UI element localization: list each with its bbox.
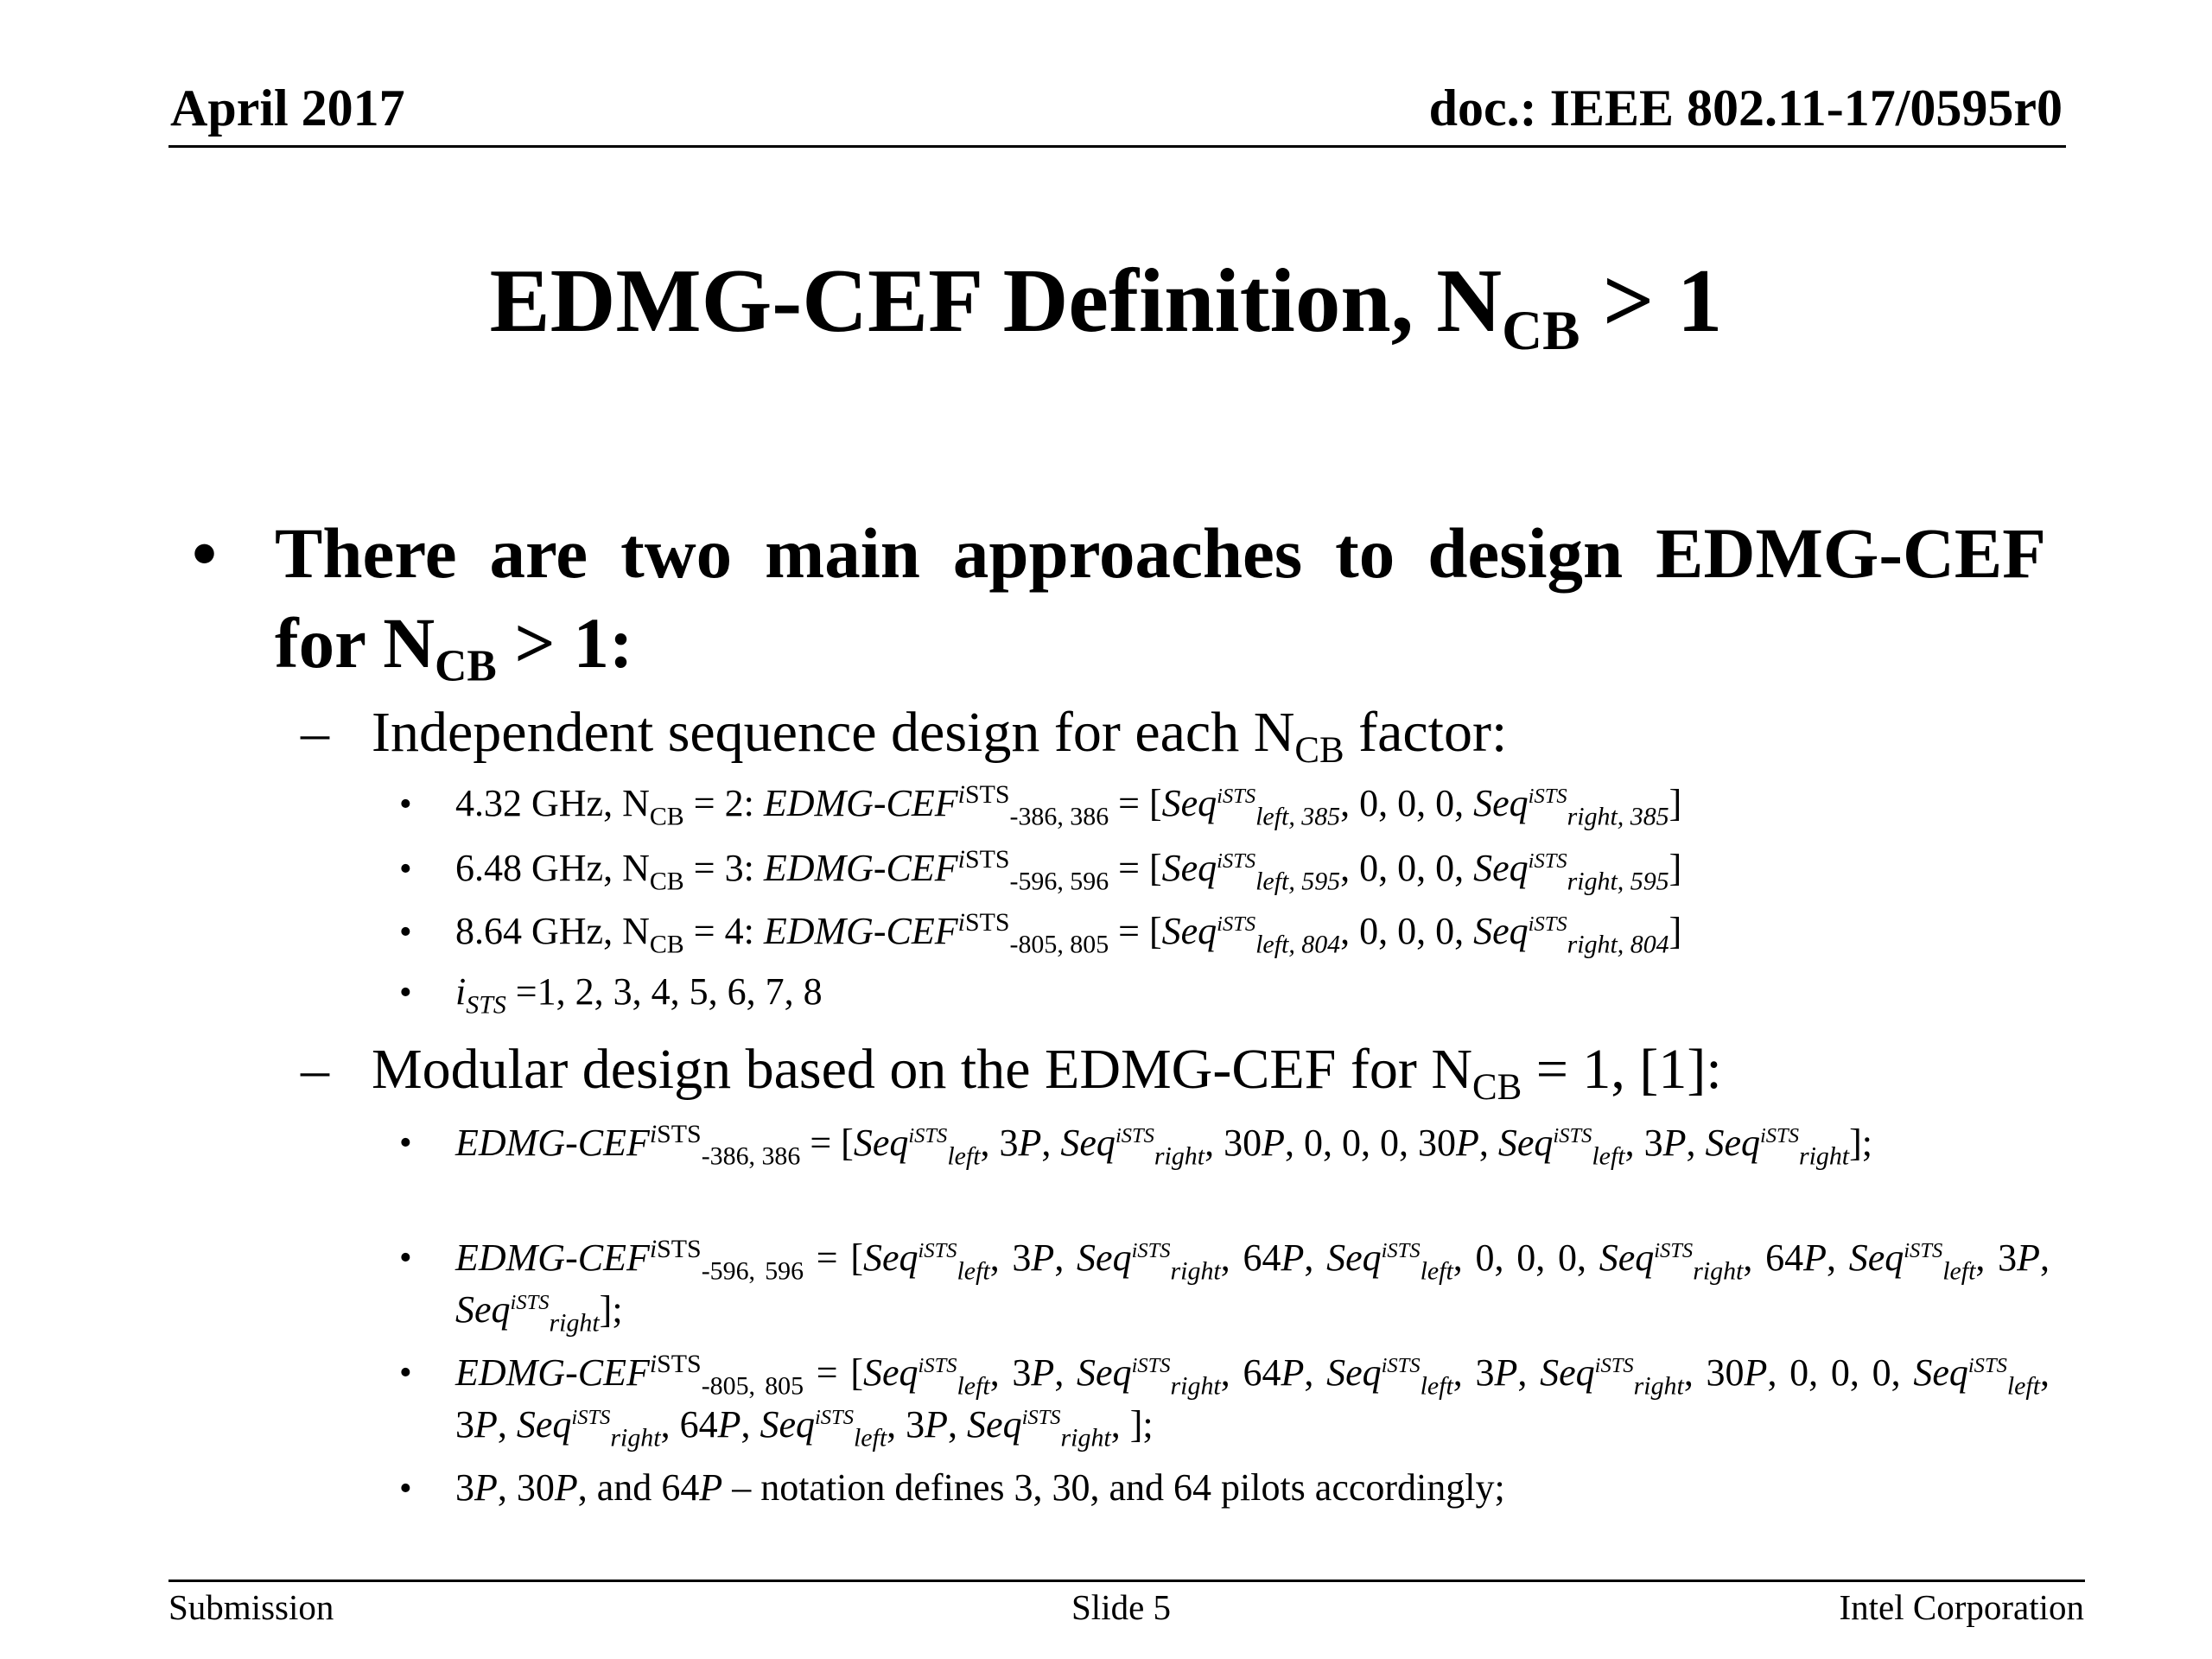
bullet-marker: • [399, 1123, 412, 1163]
footer-company: Intel Corporation [1839, 1587, 2084, 1627]
approach2-notation: 3P, 30P, and 64P – notation defines 3, 30, and 64 pilots accordingly; [455, 1466, 1505, 1509]
bullet-marker: • [399, 1469, 412, 1509]
bullet-marker: • [399, 1238, 412, 1278]
footer-submission: Submission [168, 1587, 334, 1627]
approach2-item-2: EDMG-$CEF^{iSTS}_{-596, 596} = [Seq^{iSTS}_{left}$, 3P, Seq$^{iSTS}_{right}$, 64P, Seq$^{iSTS}_{left}$, 0, 0, 0, Seq$^{iSTS}_{right}$, 64P, Seq$^{iSTS}_{left}$, 3P, Seq$^{iSTS}_{right}$]; [455, 1235, 2050, 1338]
bullet-marker: • [399, 1353, 412, 1393]
bullet-marker: • [399, 912, 412, 952]
approach2-dash: – [301, 1038, 329, 1101]
approach2-item-1: EDMG-$CEF^{iSTS}_{-386, 386} = [Seq^{iSTS}_{left}$, 3P, Seq$^{iSTS}_{right}$, 30P, 0, 0, 0, 30P, Seq$^{iSTS}_{left}$, 3P, Seq$^{iSTS}_{right}$]; [455, 1120, 1873, 1171]
approach1-item-1: 4.32 GHz, $N_{CB} = 2$: EDMG-$CEF^{iSTS}_{-386, 386} = [Seq^{iSTS}_{left, 385}$, 0, 0, 0, Seq$^{iSTS}_{right, 385}$] [455, 780, 1682, 831]
bullet-marker: • [399, 785, 412, 824]
bullet-marker: • [399, 849, 412, 889]
approach1-item-2: 6.48 GHz, $N_{CB} = 3$: EDMG-$CEF^{iSTS}_{-596, 596} = [Seq^{iSTS}_{left, 595}$, 0, 0, 0, Seq$^{iSTS}_{right, 595}$] [455, 845, 1682, 896]
approach2-item-3: EDMG-$CEF^{iSTS}_{-805, 805} = [Seq^{iSTS}_{left}$, 3P, Seq$^{iSTS}_{right}$, 64P, Seq$^{iSTS}_{left}$, 3P, Seq$^{iSTS}_{right}$, 30P, 0, 0, 0, Seq$^{iSTS}_{left}$, 3P, Seq$^{iSTS}_{right}$, 64P, Seq$^{iSTS}_{left}$, 3P, Seq$^{iSTS}_{right}$, ]; [455, 1350, 2050, 1452]
header-divider [168, 145, 2066, 148]
header-date: April 2017 [170, 79, 405, 137]
approach2-heading: Modular design based on the EDMG-CEF for $N_{CB} = 1$, [1]: [372, 1038, 1722, 1108]
approach1-dash: – [301, 701, 329, 764]
bullet-marker: • [399, 973, 412, 1013]
footer-slide-number: Slide 5 [1071, 1587, 1172, 1627]
approach1-heading: Independent sequence design for each $N_{CB}$ factor: [372, 701, 1508, 771]
main-bullet-marker: • [192, 513, 218, 593]
slide-title: EDMG-CEF Definition, $N_{CB} > 1$ [489, 250, 1723, 362]
main-bullet-text: There are two main approaches to design EDMG-CEF for $N_{CB} > 1$: [275, 513, 2046, 691]
approach1-ists: $i_{STS} =1$, 2, 3, 4, 5, 6, 7, 8 [455, 970, 823, 1020]
header-doc-id: doc.: IEEE 802.11-17/0595r0 [1428, 79, 2063, 137]
approach1-item-3: 8.64 GHz, $N_{CB} = 4$: EDMG-$CEF^{iSTS}_{-805, 805} = [Seq^{iSTS}_{left, 804}$, 0, 0, 0, Seq$^{iSTS}_{right, 804}$] [455, 908, 1682, 959]
footer-divider [168, 1580, 2085, 1582]
